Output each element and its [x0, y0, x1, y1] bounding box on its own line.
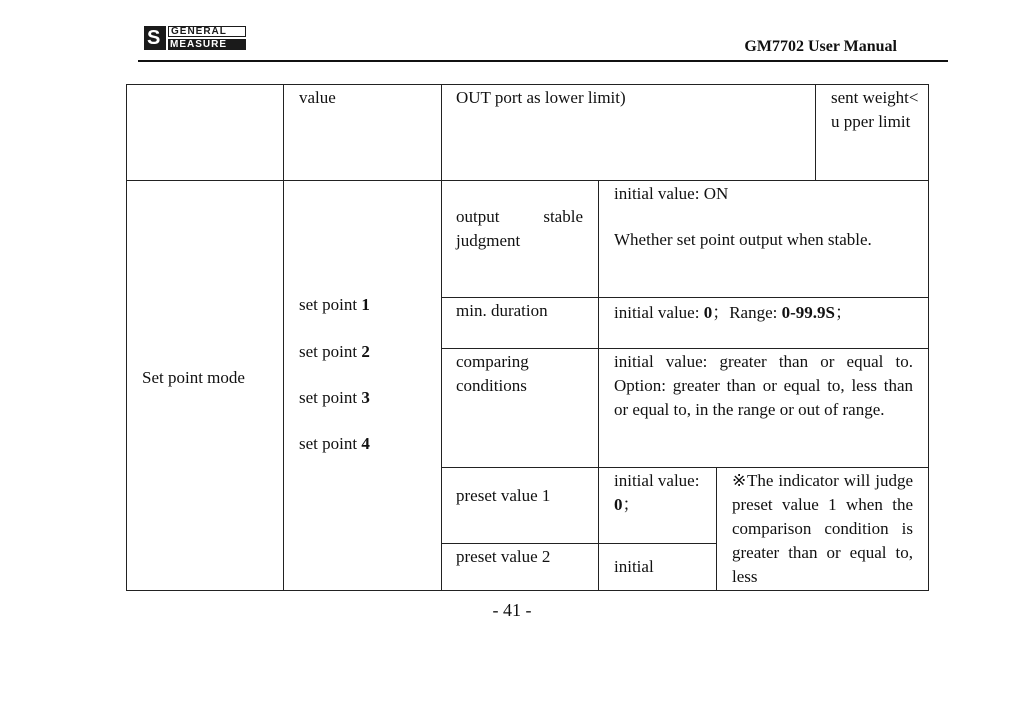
- set-point-prefix: set point: [299, 342, 362, 361]
- duration-end: ；: [834, 303, 852, 322]
- set-point-number: 3: [361, 388, 370, 407]
- preset1-initial: [614, 469, 709, 517]
- set-point-prefix: set point: [299, 295, 362, 314]
- set-point-4: [299, 432, 370, 456]
- preset-note: ※The indicator will judge preset value 1 when the comparison condition is greater than or equal to, less: [732, 471, 913, 586]
- table-row-divider: [441, 543, 717, 544]
- logo-text-top: GENERAL: [168, 26, 246, 37]
- set-point-2: [299, 340, 370, 364]
- table-col-divider: [283, 84, 284, 591]
- duration-value-range: [614, 301, 852, 325]
- table-col-divider: [716, 467, 717, 591]
- param-comparing-conditions: comparing conditions: [456, 352, 529, 395]
- table-border-top: [126, 84, 929, 85]
- logo-text-bottom: MEASURE: [168, 39, 246, 50]
- param-min-duration: min. duration: [456, 301, 548, 320]
- duration-separator: ；: [712, 303, 730, 322]
- set-point-prefix: set point: [299, 434, 362, 453]
- table-border-left: [126, 84, 127, 591]
- cell-value: value: [299, 88, 336, 107]
- preset1-initial-prefix: initial value:: [614, 471, 700, 490]
- table-row-divider: [441, 297, 929, 298]
- manual-title: GM7702 User Manual: [744, 38, 897, 55]
- set-point-mode-label: Set point mode: [142, 368, 245, 387]
- table-col-divider: [441, 84, 442, 591]
- table-border-right: [928, 84, 929, 591]
- table-border-bottom: [126, 590, 929, 591]
- preset1-end: ；: [622, 495, 640, 514]
- cell-out-port-lower-limit: OUT port as lower limit): [456, 88, 626, 107]
- set-point-number: 2: [361, 342, 370, 361]
- table-col-divider: [598, 180, 599, 591]
- set-point-3: [299, 386, 370, 410]
- table-row-divider: [441, 467, 929, 468]
- set-point-number: 4: [361, 434, 370, 453]
- set-point-1: [299, 293, 370, 317]
- duration-initial-value: 0: [703, 303, 713, 322]
- comparing-description: initial value: greater than or equal to. Option: greater than or equal to, less than or equal to, in the range or out of range.: [614, 352, 913, 419]
- table-row-divider: [441, 348, 929, 349]
- set-point-prefix: set point: [299, 388, 362, 407]
- preset1-initial-value: 0: [614, 495, 623, 514]
- preset2-initial: initial: [614, 557, 654, 576]
- logo-mark-icon: S: [144, 26, 166, 50]
- stable-description: Whether set point output when stable.: [614, 230, 872, 249]
- duration-range-value: 0-99.9S: [781, 303, 835, 322]
- duration-initial-prefix: initial value:: [614, 303, 704, 322]
- set-point-number: 1: [361, 295, 370, 314]
- param-preset-value-2: preset value 2: [456, 547, 551, 566]
- page-number: - 41 -: [492, 600, 532, 620]
- cell-sent-weight-upper-limit: sent weight<u pper limit: [831, 88, 919, 131]
- table-col-divider: [815, 84, 816, 181]
- table-row-divider: [126, 180, 929, 181]
- stable-initial-value: initial value: ON: [614, 184, 729, 203]
- duration-range-label: Range:: [729, 303, 782, 322]
- param-preset-value-1: preset value 1: [456, 486, 551, 505]
- param-output-stable-judgment: output stable judgment: [456, 207, 583, 250]
